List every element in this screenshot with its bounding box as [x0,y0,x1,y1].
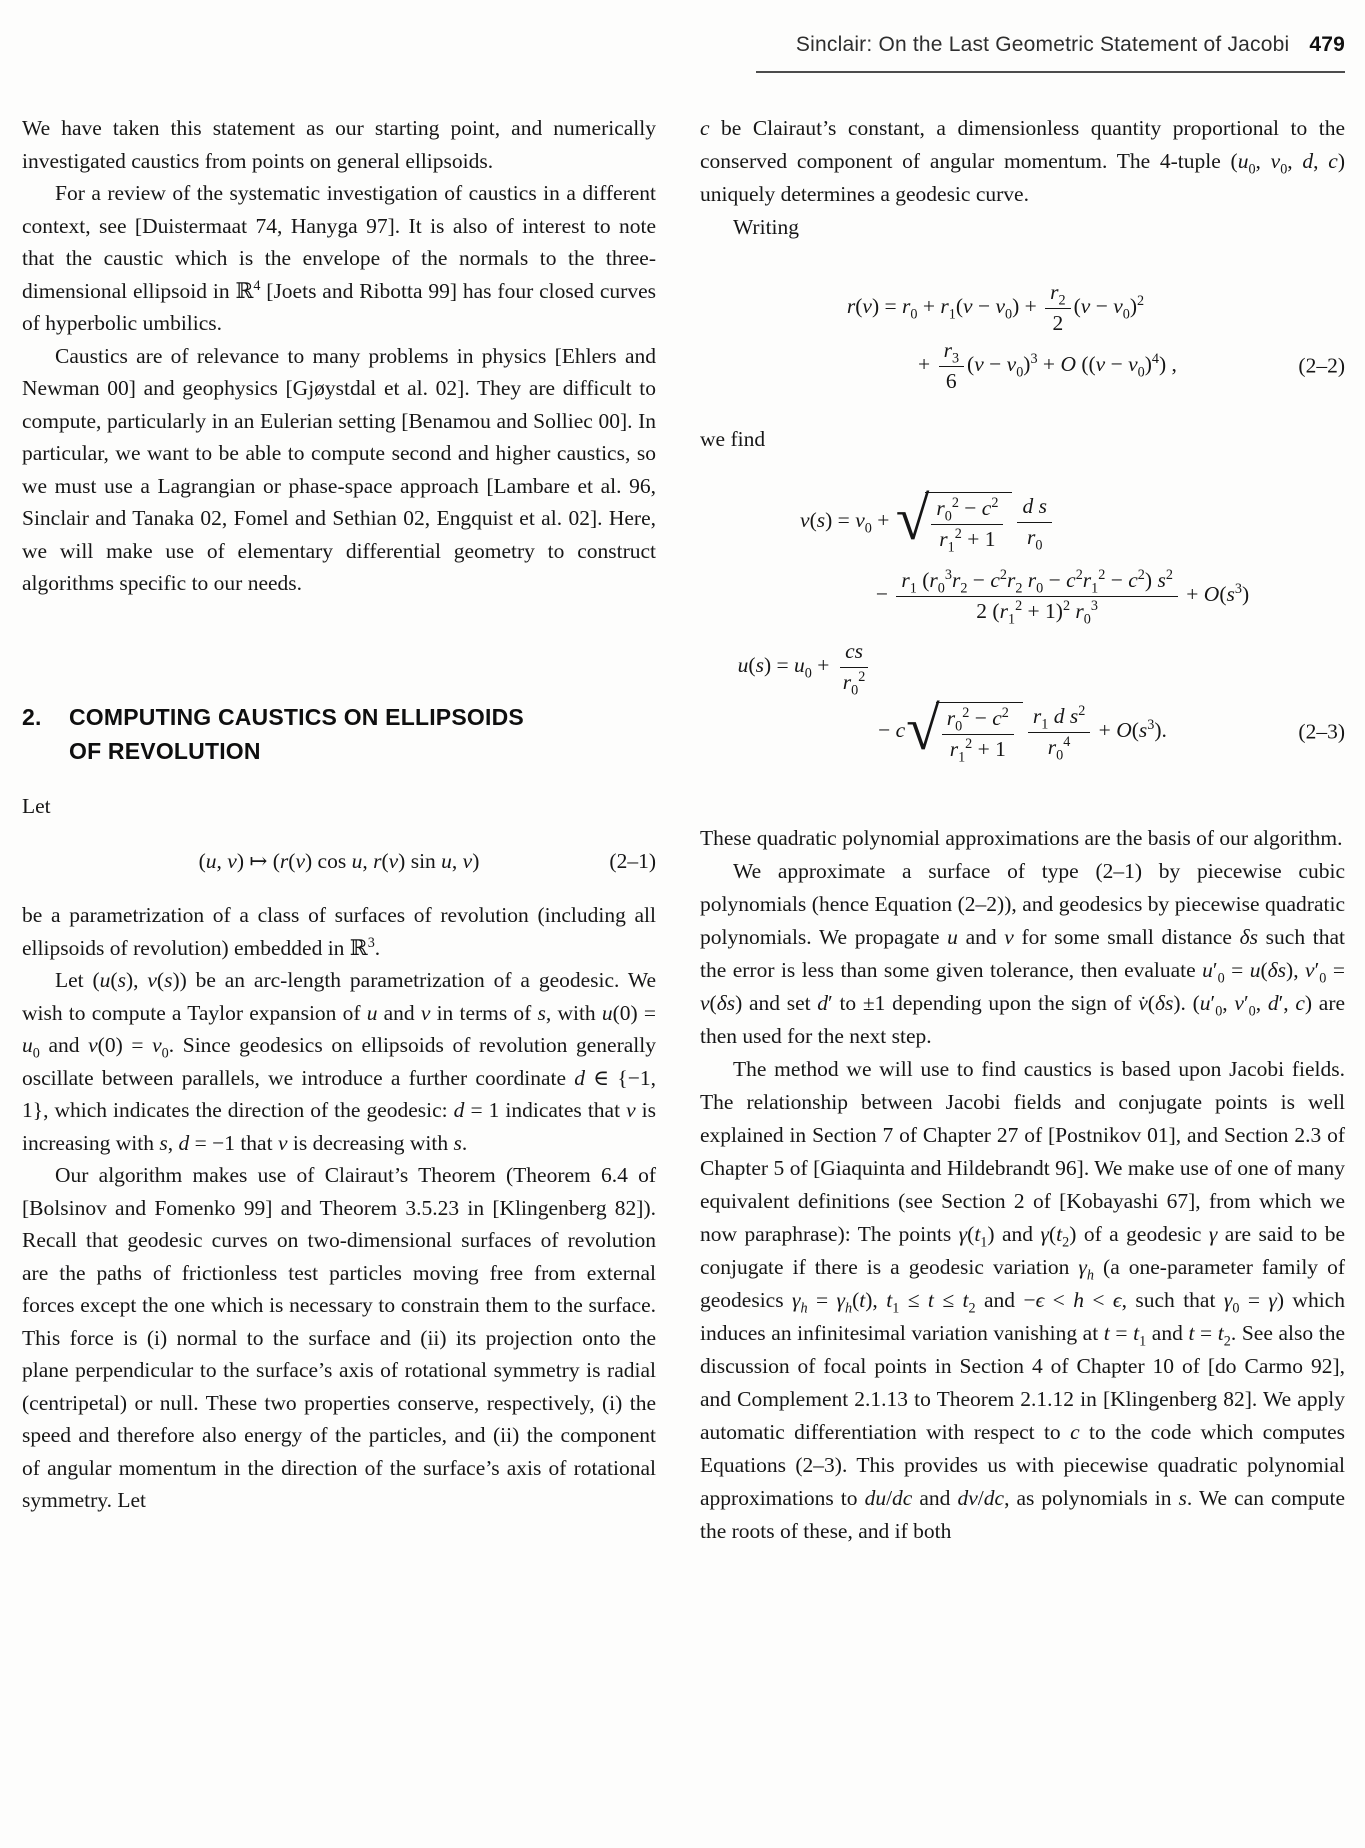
equation-2-3-line-4-body: − c √ $\frac{r_0^2 - c^2}{r_1^2 + 1}$ $\frac{r_1 d s^2}{r_0^4}$ + $O(s^3)$. [878,695,1167,765]
equation-2-3-line-1 [700,485,1345,555]
equation-2-3 [700,485,1345,766]
equation-2-3-line-1-body: $v(s) = v_0$ + √ $\frac{r_0^2 - c^2}{r_1^2 + 1}$ $\frac{\text{d s}}{r_0}$ [800,492,1055,553]
let-lead-in: Let [22,793,51,818]
equation-2-2-line-2-body: + $\frac{r_3}{6}$ $(v - v_0)^3 + O$ $((v - v_0)^4)$ , [918,337,1177,393]
arc-length-paragraph: Let (u(s), v(s)) be an arc-length parametrization of a geodesic. We wish to compute a Taylor expansion of u and v in terms of s, with $u(0) = u_0$ and $v(0) = v_0$. Since geodesics on ellipsoids of revolution generally oscillate between parallels, we introduce a further coordinate d ∈ {−1, 1}, which indicates the direction of the geodesic: d = 1 indicates that v is increasing with s, d = −1 that v is decreasing with s. [22,968,657,1155]
review-paragraph: For a review of the systematic investigation of caustics in a different context, see [Duistermaat 74, Hanyga 97]. It is also of interest to note that the caustic which is the envelope of the normals to the three-dimensional ellipsoid in ℝ$^4$ [Joets and Ribotta 99] has four closed curves of hyperbolic umbilics. [22,181,656,335]
caustics-relevance-paragraph: Caustics are of relevance to many problems in physics [Ehlers and Newman 00] and geophysics [Gjøystdal et al. 02]. They are difficult to compute, particularly in an Eulerian setting [Benamou and Solliec 00]. In particular, we want to be able to compute second and higher caustics, so we must use a Lagrangian or phase-space approach [Lambare et al. 96, Sinclair and Tanaka 02, Fomel and Sethian 02, Engquist et al. 02]. Here, we will make use of elementary differential geometry to construct algorithms specific to our needs. [22,343,656,595]
equation-2-2-label: (2–2) [1298,353,1345,378]
equation-2-3-line-4 [700,695,1345,766]
approximation-paragraph: We approximate a surface of type (2–1) by piecewise cubic polynomials (hence Equation (2–2)), and geodesics by piecewise quadratic polynomials. We propagate u and v for some small distance δs such that the error is less than some given tolerance, then evaluate $u'_0 = u(\delta s)$, $v'_0 = v(\delta s)$ and set d′ to ±1 depending upon the sign of v̇(δs). ($u'_0$, $v'_0$, d′, c) are then used for the next step. [700,859,1346,1048]
section-title [69,700,524,768]
section-number: 2. [22,703,42,730]
jacobi-method-paragraph: The method we will use to find caustics is based upon Jacobi fields. The relationship between Jacobi fields and conjugate points is well explained in Section 7 of Chapter 27 of [Postnikov 01], and Section 2.3 of Chapter 5 of [Giaquinta and Hildebrandt 96]. We make use of one of many equivalent definitions (see Section 2 of [Kobayashi 67], from which we now paraphrase): The points $\gamma(t_1)$ and $\gamma(t_2)$ of a geodesic γ are said to be conjugate if there is a geodesic variation $\gamma_h$ (a one-parameter family of geodesics $\gamma_h = \gamma_h(t)$, $t_1 \le t \le t_2$ and −ϵ < h < ϵ, such that $\gamma_0 = \gamma$) which induces an infinitesimal variation vanishing at $t = t_1$ and $t = t_2$. See also the discussion of focal points in Section 4 of Chapter 10 of [do Carmo 92], and Complement 2.1.13 to Theorem 2.1.12 in [Klingenberg 82]. We apply automatic differentiation with respect to c to the code which computes Equations (2–3). This provides us with piecewise quadratic polynomial approximations to du/dc and dv/dc, as polynomials in s. We can compute the roots of these, and if both [700,1057,1346,1543]
running-title: Sinclair: On the Last Geometric Statement of Jacobi [795,33,1290,56]
left-column [22,112,656,1517]
equation-2-3-line-3-body: $u(s) = u_0$ + $\frac{cs}{r_0^2}$ [738,639,874,696]
section-title-line-1: COMPUTING CAUSTICS ON ELLIPSOIDS [69,703,524,730]
clairaut-theorem-paragraph: Our algorithm makes use of Clairaut’s Theorem (Theorem 6.4 of [Bolsinov and Fomenko 99] and Theorem 3.5.23 in [Klingenberg 82]). Recall that geodesic curves on two-dimensional surfaces of revolution are the paths of frictionless test particles moving free from external forces except the one which is necessary to constrain them to the surface. This force is (i) normal to the surface and (ii) its projection onto the plane perpendicular to the surface’s axis of rotational symmetry is radial (centripetal) or null. These two properties conserve, respectively, (i) the speed and therefore also energy of the particles, and (ii) the component of angular momentum in the direction of the surface’s axis of rotational symmetry. Let [22,1163,656,1512]
equation-2-3-line-2 [700,556,1345,636]
parametrization-paragraph: be a parametrization of a class of surfaces of revolution (including all ellipsoids of revolution) embedded in ℝ$^3$. [22,903,656,960]
right-column [700,112,1345,1548]
clairaut-constant-paragraph: c be Clairaut’s constant, a dimensionless quantity proportional to the conserved component of angular momentum. The 4-tuple ($u_0$, $v_0$, d, c) uniquely determines a geodesic curve. [700,116,1346,206]
writing-lead-in: Writing [733,215,800,239]
page-number: 479 [1309,33,1345,56]
section-title-line-2: OF REVOLUTION [69,737,261,764]
section-heading [22,700,656,768]
equation-2-3-line-3 [700,638,1345,696]
intro-paragraph: We have taken this statement as our starting point, and numerically investigated caustics from points on general ellipsoids. [22,116,656,173]
equation-2-2-line-1-body: $r(v) = r_0 + r_1(v - v_0)$ + $\frac{r_2}{2}$ $(v - v_0)^2$ [846,279,1145,335]
equation-2-2-line-2 [700,339,1345,393]
equation-2-1-body: (u, v) ↦ (r(v) cos u, r(v) sin u, v) [198,848,480,873]
header-rule [756,71,1345,73]
equation-2-3-line-2-body: − $\frac{r_1 (r_0^3r_2 - c^2r_2 r_0 - c^2r_1^2 - c^2) s^2}{2 (r_1^2 + 1)^2 r_0^3}$ + $O(s^3)$ [875,566,1250,627]
equation-2-2 [700,281,1345,393]
quadratic-basis-paragraph: These quadratic polynomial approximations are the basis of our algorithm. [700,826,1343,850]
equation-2-3-label: (2–3) [1298,719,1345,744]
equation-2-1 [22,839,656,883]
page-header [22,33,1345,57]
equation-2-1-label: (2–1) [609,848,656,873]
equation-2-1-line [22,839,656,883]
equation-2-2-line-1 [700,281,1345,335]
we-find-lead-in: we find [700,427,766,451]
